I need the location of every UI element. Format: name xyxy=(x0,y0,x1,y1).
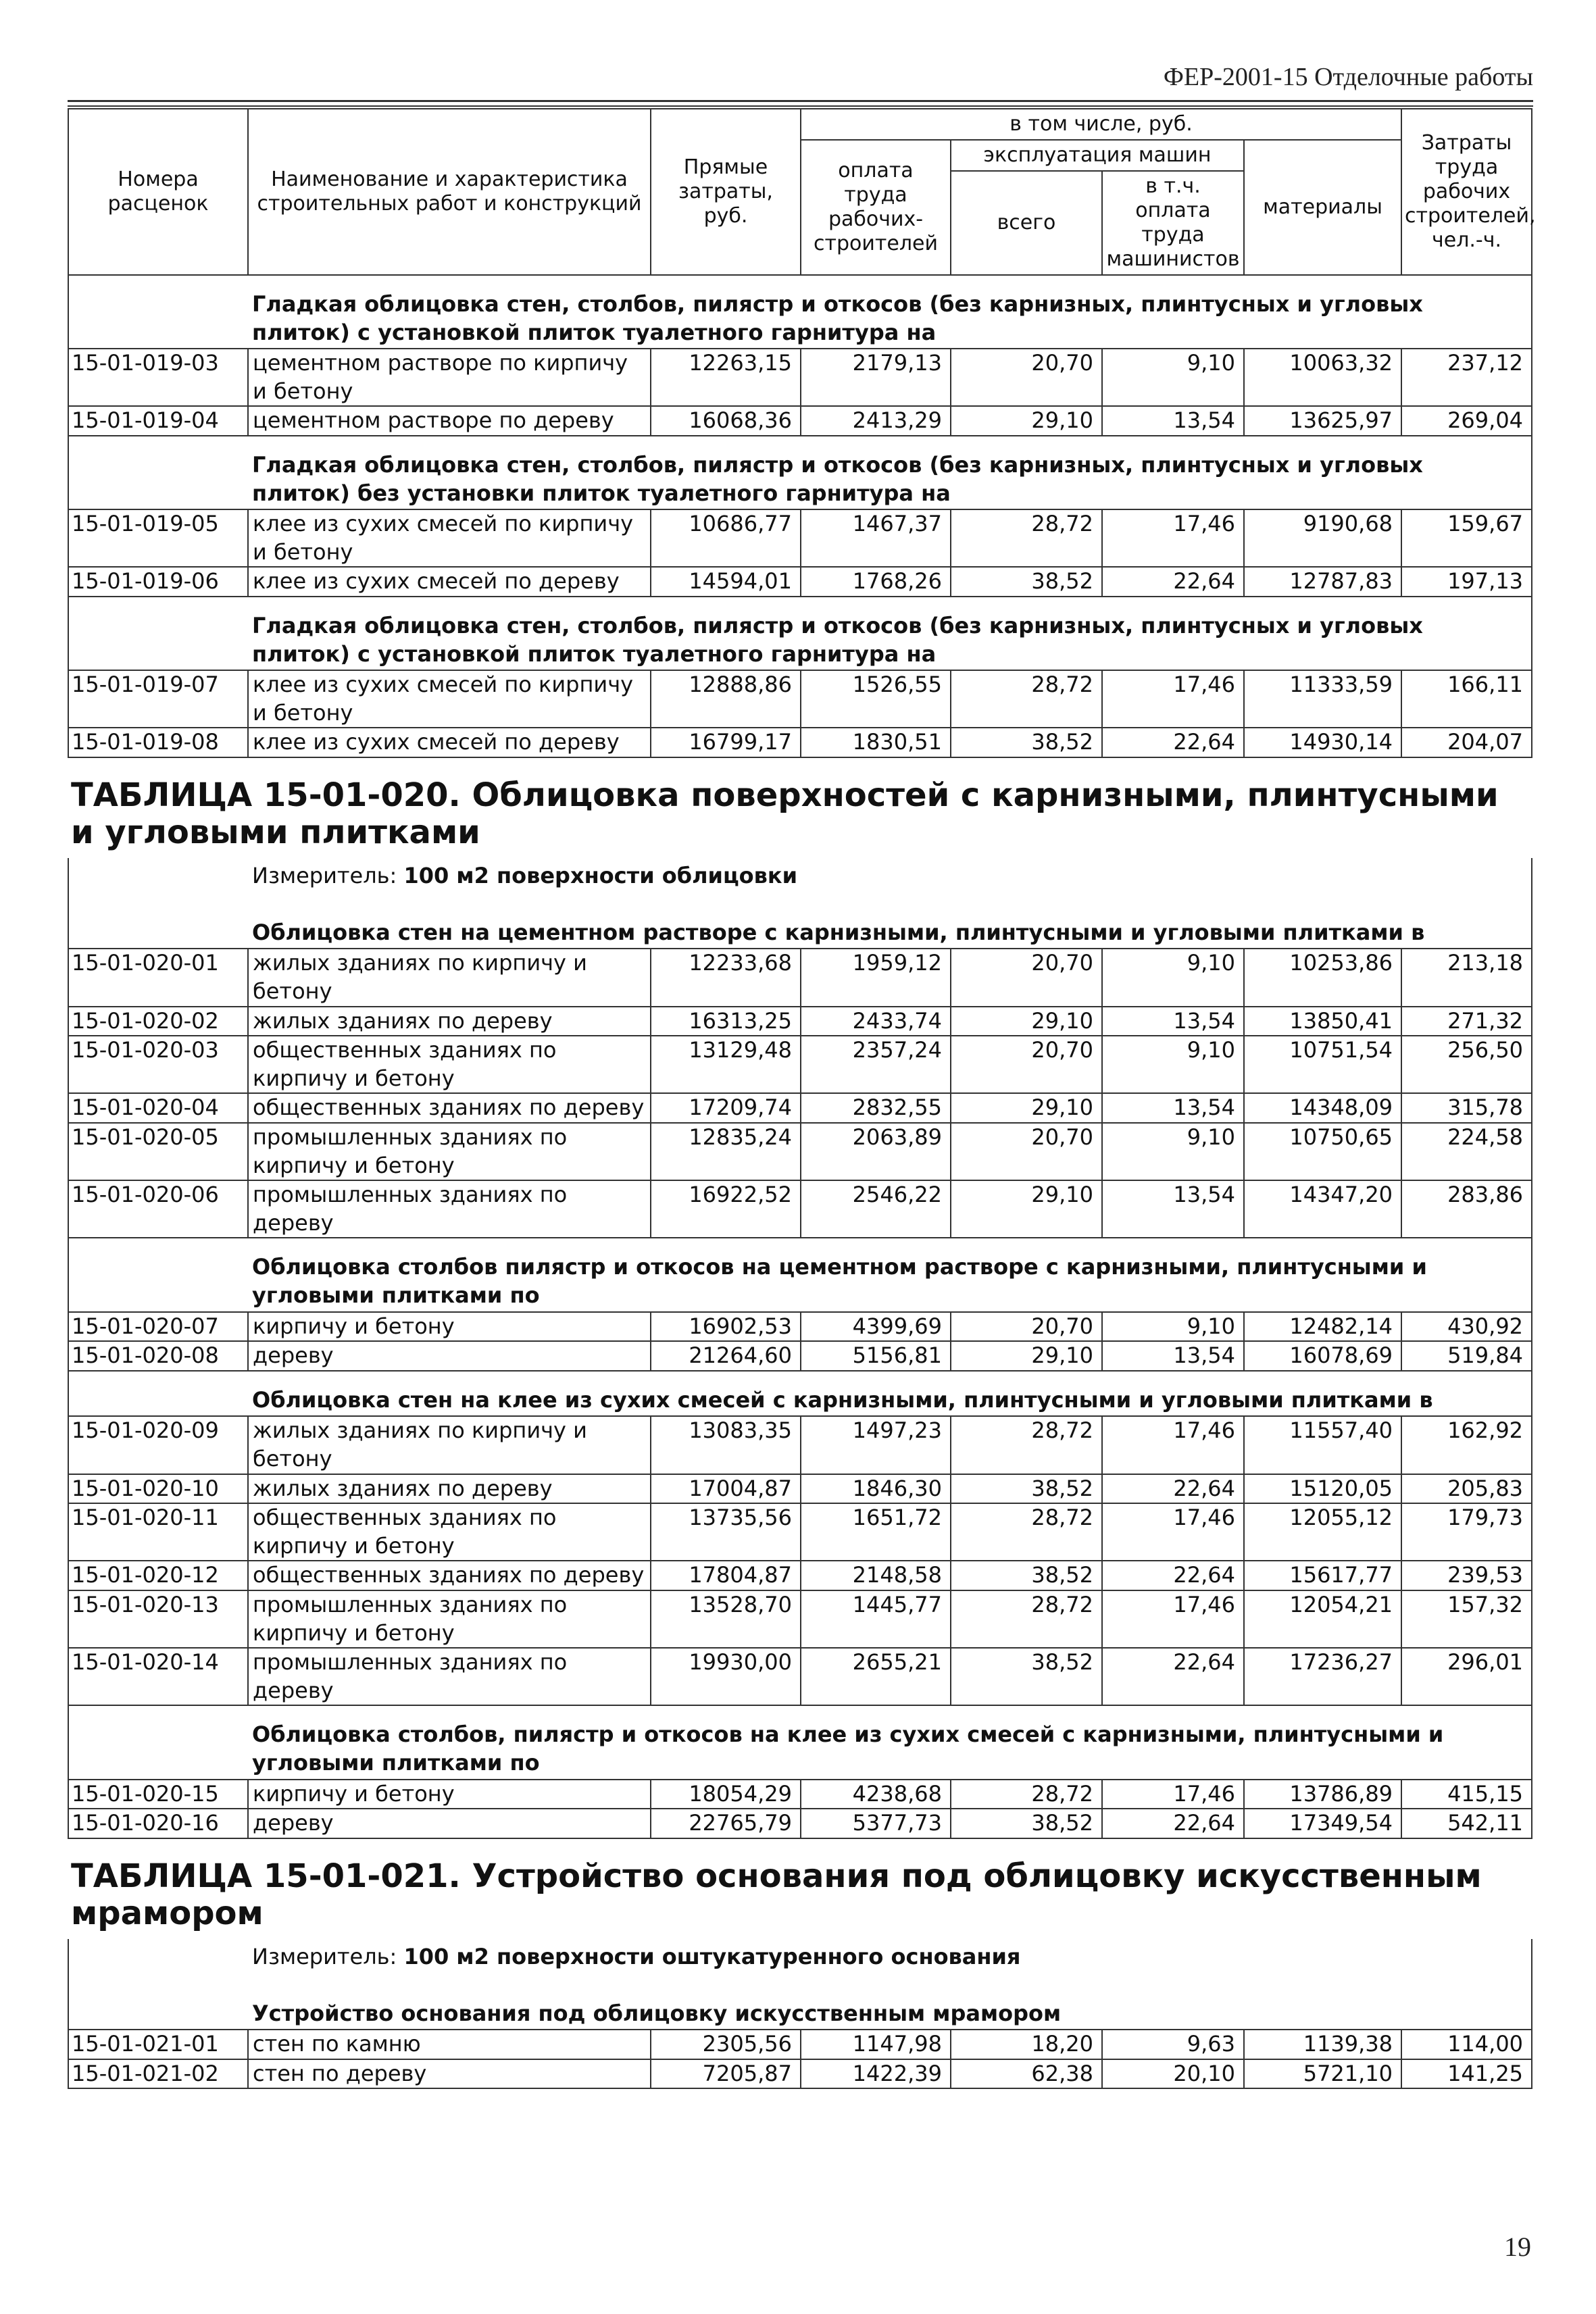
table-row xyxy=(68,1474,1532,1504)
value-machines-total: 18,20 xyxy=(951,2030,1102,2059)
value-labor: 296,01 xyxy=(1401,1648,1532,1705)
value-machines-total: 29,10 xyxy=(951,1341,1102,1371)
value-machines-total: 28,72 xyxy=(951,670,1102,728)
value-wages: 2063,89 xyxy=(801,1123,951,1180)
work-name: цементном растворе по дереву xyxy=(248,406,651,436)
value-materials: 11557,40 xyxy=(1244,1416,1401,1474)
value-direct: 12263,15 xyxy=(651,349,801,406)
page-number: 19 xyxy=(1504,2232,1531,2262)
value-machinist: 9,10 xyxy=(1102,1312,1244,1342)
rate-code: 15-01-020-11 xyxy=(68,1503,248,1561)
value-machinist: 17,46 xyxy=(1102,1780,1244,1809)
group-spacer xyxy=(68,436,248,509)
group-title-row xyxy=(68,275,1532,349)
work-name: промышленных зданиях по дереву xyxy=(248,1180,651,1238)
value-wages: 5377,73 xyxy=(801,1809,951,1838)
value-wages: 1526,55 xyxy=(801,670,951,728)
value-machinist: 22,64 xyxy=(1102,728,1244,757)
group-spacer xyxy=(68,1238,248,1311)
value-wages: 2832,55 xyxy=(801,1093,951,1123)
value-wages: 4238,68 xyxy=(801,1780,951,1809)
value-machinist: 13,54 xyxy=(1102,1007,1244,1036)
value-machinist: 17,46 xyxy=(1102,509,1244,567)
value-direct: 7205,87 xyxy=(651,2059,801,2089)
rate-code: 15-01-020-10 xyxy=(68,1474,248,1504)
value-machines-total: 28,72 xyxy=(951,1780,1102,1809)
rate-code: 15-01-020-05 xyxy=(68,1123,248,1180)
value-labor: 162,92 xyxy=(1401,1416,1532,1474)
value-direct: 21264,60 xyxy=(651,1341,801,1371)
group-spacer xyxy=(68,1985,248,2030)
value-machinist: 22,64 xyxy=(1102,1809,1244,1838)
value-materials: 17349,54 xyxy=(1244,1809,1401,1838)
measure-text xyxy=(248,858,1532,904)
value-materials: 13625,97 xyxy=(1244,406,1401,436)
table-row xyxy=(68,1503,1532,1561)
value-machinist: 9,63 xyxy=(1102,2030,1244,2059)
value-direct: 22765,79 xyxy=(651,1809,801,1838)
value-wages: 2357,24 xyxy=(801,1036,951,1093)
table-title: ТАБЛИЦА 15-01-021. Устройство основания под облицовку искусственным мрамором xyxy=(71,1857,1482,1932)
table-title-row xyxy=(68,757,1532,858)
value-wages: 1445,77 xyxy=(801,1590,951,1648)
rate-code: 15-01-020-06 xyxy=(68,1180,248,1238)
table-row xyxy=(68,509,1532,567)
value-materials: 12055,12 xyxy=(1244,1503,1401,1561)
rate-code: 15-01-020-13 xyxy=(68,1590,248,1648)
value-wages: 2433,74 xyxy=(801,1007,951,1036)
value-materials: 12482,14 xyxy=(1244,1312,1401,1342)
group-spacer xyxy=(68,275,248,349)
group-title-row xyxy=(68,436,1532,509)
value-labor: 204,07 xyxy=(1401,728,1532,757)
table-row xyxy=(68,1416,1532,1474)
value-direct: 17804,87 xyxy=(651,1561,801,1590)
table-row xyxy=(68,1780,1532,1809)
value-machinist: 17,46 xyxy=(1102,670,1244,728)
value-labor: 315,78 xyxy=(1401,1093,1532,1123)
value-materials: 14930,14 xyxy=(1244,728,1401,757)
rate-code: 15-01-020-15 xyxy=(68,1780,248,1809)
value-wages: 1651,72 xyxy=(801,1503,951,1561)
table-row xyxy=(68,406,1532,436)
value-direct: 13735,56 xyxy=(651,1503,801,1561)
work-name: общественных зданиях по кирпичу и бетону xyxy=(248,1036,651,1093)
col-total-header: всего xyxy=(951,171,1102,275)
work-name: стен по камню xyxy=(248,2030,651,2059)
measure-spacer xyxy=(68,1939,248,1985)
header-rule-thin xyxy=(68,105,1533,107)
measure-label: Измеритель: xyxy=(252,863,397,889)
table-row xyxy=(68,1341,1532,1371)
measure-value: 100 м2 поверхности облицовки xyxy=(403,863,798,889)
value-machines-total: 20,70 xyxy=(951,1312,1102,1342)
group-title: Облицовка стен на цементном растворе с карнизными, плинтусными и угловыми плитками в xyxy=(248,904,1532,949)
table-row xyxy=(68,949,1532,1006)
value-direct: 16313,25 xyxy=(651,1007,801,1036)
measure-value: 100 м2 поверхности оштукатуренного основания xyxy=(403,1944,1021,1970)
value-materials: 13850,41 xyxy=(1244,1007,1401,1036)
value-wages: 2546,22 xyxy=(801,1180,951,1238)
rate-code: 15-01-021-01 xyxy=(68,2030,248,2059)
value-wages: 4399,69 xyxy=(801,1312,951,1342)
rate-code: 15-01-020-08 xyxy=(68,1341,248,1371)
col-materials-header: материалы xyxy=(1244,140,1401,275)
work-name: промышленных зданиях по кирпичу и бетону xyxy=(248,1123,651,1180)
value-direct: 16922,52 xyxy=(651,1180,801,1238)
value-labor: 415,15 xyxy=(1401,1780,1532,1809)
value-machines-total: 28,72 xyxy=(951,1503,1102,1561)
value-materials: 15617,77 xyxy=(1244,1561,1401,1590)
value-materials: 10750,65 xyxy=(1244,1123,1401,1180)
rate-code: 15-01-020-07 xyxy=(68,1312,248,1342)
rate-code: 15-01-019-03 xyxy=(68,349,248,406)
value-labor: 283,86 xyxy=(1401,1180,1532,1238)
value-labor: 159,67 xyxy=(1401,509,1532,567)
col-machinist-header: в т.ч. оплата труда машинистов xyxy=(1102,171,1244,275)
header-rule xyxy=(68,100,1533,102)
work-name: клее из сухих смесей по дереву xyxy=(248,567,651,597)
value-labor: 114,00 xyxy=(1401,2030,1532,2059)
value-machinist: 13,54 xyxy=(1102,1341,1244,1371)
value-labor: 519,84 xyxy=(1401,1341,1532,1371)
value-labor: 239,53 xyxy=(1401,1561,1532,1590)
value-machines-total: 38,52 xyxy=(951,1561,1102,1590)
table-row xyxy=(68,2059,1532,2089)
value-machines-total: 29,10 xyxy=(951,1093,1102,1123)
work-name: промышленных зданиях по кирпичу и бетону xyxy=(248,1590,651,1648)
value-machines-total: 38,52 xyxy=(951,1809,1102,1838)
value-direct: 13528,70 xyxy=(651,1590,801,1648)
value-machines-total: 29,10 xyxy=(951,1007,1102,1036)
group-title: Гладкая облицовка стен, столбов, пилястр и откосов (без карнизных, плинтусных и угловых плиток) с установкой плиток туалетного гарнитура на xyxy=(248,597,1532,670)
table-row xyxy=(68,1809,1532,1838)
page-header: ФЕР-2001-15 Отделочные работы xyxy=(1163,63,1533,91)
value-machinist: 17,46 xyxy=(1102,1416,1244,1474)
value-labor: 256,50 xyxy=(1401,1036,1532,1093)
col-labor-header: Затраты труда рабочих строителей, чел.-ч. xyxy=(1401,109,1532,275)
measure-text xyxy=(248,1939,1532,1985)
table-row xyxy=(68,1007,1532,1036)
group-title-row xyxy=(68,1985,1532,2030)
value-labor: 271,32 xyxy=(1401,1007,1532,1036)
value-materials: 14348,09 xyxy=(1244,1093,1401,1123)
value-machinist: 20,10 xyxy=(1102,2059,1244,2089)
rate-code: 15-01-019-08 xyxy=(68,728,248,757)
table-row xyxy=(68,1180,1532,1238)
value-labor: 237,12 xyxy=(1401,349,1532,406)
value-wages: 1422,39 xyxy=(801,2059,951,2089)
rate-code: 15-01-020-09 xyxy=(68,1416,248,1474)
value-machines-total: 20,70 xyxy=(951,349,1102,406)
value-direct: 13083,35 xyxy=(651,1416,801,1474)
value-materials: 17236,27 xyxy=(1244,1648,1401,1705)
group-title: Облицовка стен на клее из сухих смесей с карнизными, плинтусными и угловыми плитками в xyxy=(248,1371,1532,1417)
value-machinist: 9,10 xyxy=(1102,1036,1244,1093)
value-machines-total: 38,52 xyxy=(951,728,1102,757)
value-materials: 11333,59 xyxy=(1244,670,1401,728)
value-wages: 1467,37 xyxy=(801,509,951,567)
value-materials: 16078,69 xyxy=(1244,1341,1401,1371)
value-labor: 269,04 xyxy=(1401,406,1532,436)
work-name: общественных зданиях по дереву xyxy=(248,1093,651,1123)
value-direct: 12835,24 xyxy=(651,1123,801,1180)
measure-spacer xyxy=(68,858,248,904)
work-name: общественных зданиях по кирпичу и бетону xyxy=(248,1503,651,1561)
value-machines-total: 28,72 xyxy=(951,1590,1102,1648)
table-row xyxy=(68,1093,1532,1123)
group-spacer xyxy=(68,1705,248,1779)
value-labor: 166,11 xyxy=(1401,670,1532,728)
col-name-header: Наименование и характеристика строительных работ и конструкций xyxy=(248,109,651,275)
group-title: Устройство основания под облицовку искусственным мрамором xyxy=(248,1985,1532,2030)
work-name: промышленных зданиях по дереву xyxy=(248,1648,651,1705)
table-row xyxy=(68,1590,1532,1648)
value-wages: 1830,51 xyxy=(801,728,951,757)
value-machines-total: 38,52 xyxy=(951,567,1102,597)
work-name: жилых зданиях по кирпичу и бетону xyxy=(248,949,651,1006)
value-wages: 2655,21 xyxy=(801,1648,951,1705)
rate-code: 15-01-020-02 xyxy=(68,1007,248,1036)
value-direct: 16799,17 xyxy=(651,728,801,757)
table-row xyxy=(68,670,1532,728)
value-direct: 19930,00 xyxy=(651,1648,801,1705)
value-direct: 12233,68 xyxy=(651,949,801,1006)
value-direct: 10686,77 xyxy=(651,509,801,567)
table-title-row xyxy=(68,1838,1532,1939)
group-title: Облицовка столбов пилястр и откосов на цементном растворе с карнизными, плинтусными и угловыми плитками по xyxy=(248,1238,1532,1311)
value-labor: 157,32 xyxy=(1401,1590,1532,1648)
value-machinist: 9,10 xyxy=(1102,1123,1244,1180)
group-spacer xyxy=(68,1371,248,1417)
value-wages: 2148,58 xyxy=(801,1561,951,1590)
measure-label: Измеритель: xyxy=(252,1944,397,1970)
group-title: Гладкая облицовка стен, столбов, пилястр и откосов (без карнизных, плинтусных и угловых плиток) без установки плиток туалетного гарнитура на xyxy=(248,436,1532,509)
work-name: клее из сухих смесей по кирпичу и бетону xyxy=(248,509,651,567)
value-wages: 2179,13 xyxy=(801,349,951,406)
price-table xyxy=(68,108,1536,2089)
value-machines-total: 29,10 xyxy=(951,1180,1102,1238)
rate-code: 15-01-020-16 xyxy=(68,1809,248,1838)
value-materials: 10253,86 xyxy=(1244,949,1401,1006)
value-materials: 15120,05 xyxy=(1244,1474,1401,1504)
value-labor: 197,13 xyxy=(1401,567,1532,597)
value-labor: 542,11 xyxy=(1401,1809,1532,1838)
rate-code: 15-01-019-07 xyxy=(68,670,248,728)
work-name: стен по дереву xyxy=(248,2059,651,2089)
value-wages: 1147,98 xyxy=(801,2030,951,2059)
value-machines-total: 38,52 xyxy=(951,1474,1102,1504)
value-wages: 1768,26 xyxy=(801,567,951,597)
group-title-row xyxy=(68,597,1532,670)
value-labor: 224,58 xyxy=(1401,1123,1532,1180)
group-title-row xyxy=(68,1371,1532,1417)
group-spacer xyxy=(68,904,248,949)
table-row xyxy=(68,1312,1532,1342)
rate-code: 15-01-019-04 xyxy=(68,406,248,436)
value-machinist: 13,54 xyxy=(1102,406,1244,436)
col-machines-header: эксплуатация машин xyxy=(951,140,1244,171)
value-direct: 18054,29 xyxy=(651,1780,801,1809)
work-name: кирпичу и бетону xyxy=(248,1780,651,1809)
value-direct: 17004,87 xyxy=(651,1474,801,1504)
work-name: дереву xyxy=(248,1809,651,1838)
value-machinist: 9,10 xyxy=(1102,349,1244,406)
value-direct: 2305,56 xyxy=(651,2030,801,2059)
group-title: Гладкая облицовка стен, столбов, пилястр и откосов (без карнизных, плинтусных и угловых плиток) с установкой плиток туалетного гарнитура на xyxy=(248,275,1532,349)
group-title-row xyxy=(68,1238,1532,1311)
value-machines-total: 20,70 xyxy=(951,1036,1102,1093)
group-title-row xyxy=(68,904,1532,949)
value-direct: 17209,74 xyxy=(651,1093,801,1123)
rate-code: 15-01-020-14 xyxy=(68,1648,248,1705)
value-machinist: 22,64 xyxy=(1102,1648,1244,1705)
rate-code: 15-01-019-05 xyxy=(68,509,248,567)
table-row xyxy=(68,567,1532,597)
col-incl-header: в том числе, руб. xyxy=(801,109,1401,140)
value-machinist: 13,54 xyxy=(1102,1093,1244,1123)
table-row xyxy=(68,1036,1532,1093)
table-row xyxy=(68,1648,1532,1705)
work-name: общественных зданиях по дереву xyxy=(248,1561,651,1590)
value-machines-total: 38,52 xyxy=(951,1648,1102,1705)
rate-code: 15-01-020-12 xyxy=(68,1561,248,1590)
work-name: жилых зданиях по дереву xyxy=(248,1474,651,1504)
value-direct: 16902,53 xyxy=(651,1312,801,1342)
value-labor: 141,25 xyxy=(1401,2059,1532,2089)
value-materials: 12787,83 xyxy=(1244,567,1401,597)
group-title-row xyxy=(68,1705,1532,1779)
value-labor: 430,92 xyxy=(1401,1312,1532,1342)
value-materials: 14347,20 xyxy=(1244,1180,1401,1238)
value-machines-total: 20,70 xyxy=(951,1123,1102,1180)
value-machines-total: 62,38 xyxy=(951,2059,1102,2089)
value-wages: 2413,29 xyxy=(801,406,951,436)
value-machinist: 17,46 xyxy=(1102,1503,1244,1561)
table-row xyxy=(68,1123,1532,1180)
rate-code: 15-01-020-03 xyxy=(68,1036,248,1093)
rate-code: 15-01-020-04 xyxy=(68,1093,248,1123)
measure-row xyxy=(68,858,1532,904)
value-labor: 179,73 xyxy=(1401,1503,1532,1561)
value-labor: 213,18 xyxy=(1401,949,1532,1006)
value-labor: 205,83 xyxy=(1401,1474,1532,1504)
work-name: цементном растворе по кирпичу и бетону xyxy=(248,349,651,406)
value-direct: 13129,48 xyxy=(651,1036,801,1093)
value-machinist: 13,54 xyxy=(1102,1180,1244,1238)
value-materials: 10063,32 xyxy=(1244,349,1401,406)
value-machines-total: 28,72 xyxy=(951,509,1102,567)
value-wages: 1497,23 xyxy=(801,1416,951,1474)
table-row xyxy=(68,2030,1532,2059)
group-title: Облицовка столбов, пилястр и откосов на клее из сухих смесей с карнизными, плинтусными и угловыми плитками по xyxy=(248,1705,1532,1779)
table-title: ТАБЛИЦА 15-01-020. Облицовка поверхностей с карнизными, плинтусными и угловыми плитками xyxy=(71,776,1499,852)
value-machinist: 22,64 xyxy=(1102,1474,1244,1504)
col-direct-header: Прямые затраты, руб. xyxy=(651,109,801,275)
value-materials: 12054,21 xyxy=(1244,1590,1401,1648)
value-machinist: 22,64 xyxy=(1102,1561,1244,1590)
value-machinist: 9,10 xyxy=(1102,949,1244,1006)
work-name: жилых зданиях по дереву xyxy=(248,1007,651,1036)
table-row xyxy=(68,1561,1532,1590)
rate-code: 15-01-021-02 xyxy=(68,2059,248,2089)
col-wages-header: оплата труда рабочих-строителей xyxy=(801,140,951,275)
value-materials: 5721,10 xyxy=(1244,2059,1401,2089)
work-name: клее из сухих смесей по дереву xyxy=(248,728,651,757)
value-machinist: 17,46 xyxy=(1102,1590,1244,1648)
value-machinist: 22,64 xyxy=(1102,567,1244,597)
rate-code: 15-01-019-06 xyxy=(68,567,248,597)
value-direct: 16068,36 xyxy=(651,406,801,436)
work-name: дереву xyxy=(248,1341,651,1371)
measure-row xyxy=(68,1939,1532,1985)
value-direct: 12888,86 xyxy=(651,670,801,728)
value-materials: 13786,89 xyxy=(1244,1780,1401,1809)
value-direct: 14594,01 xyxy=(651,567,801,597)
table-body xyxy=(68,275,1532,2088)
value-machines-total: 20,70 xyxy=(951,949,1102,1006)
rate-code: 15-01-020-01 xyxy=(68,949,248,1006)
work-name: жилых зданиях по кирпичу и бетону xyxy=(248,1416,651,1474)
value-materials: 1139,38 xyxy=(1244,2030,1401,2059)
value-wages: 1959,12 xyxy=(801,949,951,1006)
value-materials: 10751,54 xyxy=(1244,1036,1401,1093)
table-row xyxy=(68,349,1532,406)
value-wages: 1846,30 xyxy=(801,1474,951,1504)
table-row xyxy=(68,728,1532,757)
value-materials: 9190,68 xyxy=(1244,509,1401,567)
work-name: кирпичу и бетону xyxy=(248,1312,651,1342)
value-machines-total: 28,72 xyxy=(951,1416,1102,1474)
value-machines-total: 29,10 xyxy=(951,406,1102,436)
work-name: клее из сухих смесей по кирпичу и бетону xyxy=(248,670,651,728)
value-wages: 5156,81 xyxy=(801,1341,951,1371)
group-spacer xyxy=(68,597,248,670)
col-code-header: Номера расценок xyxy=(68,109,248,275)
